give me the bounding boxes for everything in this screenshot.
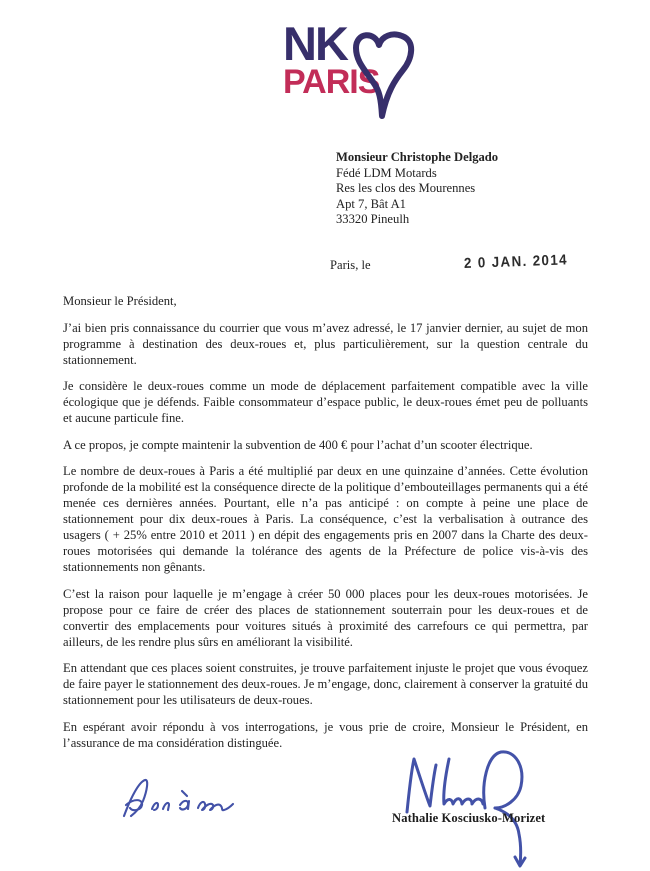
recipient-name: Monsieur Christophe Delgado — [336, 150, 499, 164]
dateline-place: Paris, le — [330, 258, 371, 272]
recipient-org: Fédé LDM Motards — [336, 165, 437, 180]
letter-paragraph: En espérant avoir répondu à vos interrogations, je vous prie de croire, Monsieur le Président, en l’assurance de ma considération distinguée. — [63, 719, 588, 750]
letter-body — [63, 293, 588, 761]
letter-paragraph: En attendant que ces places soient construites, je trouve parfaitement injuste le projet que vous évoquez de faire payer le stationnement des deux-roues. Je m’engage, donc, clairement à conserver la gratuité du stationnement pour les utilisateurs de deux-roues. — [63, 661, 588, 707]
letter-paragraph: C’est la raison pour laquelle je m’engage à créer 50 000 places pour les deux-roues motorisées. Je propose pour ce faire de créer des places de stationnement souterrain pour les deux-roues et de convertir des emplacements pour voitures situés à proximité des carrefours ce qui permettra, par ailleurs, de les rendre plus sûrs en améliorant la visibilité. — [63, 586, 588, 649]
salutation: Monsieur le Président, — [63, 294, 177, 308]
heart-outline-icon — [349, 24, 423, 124]
letter-paragraph: A ce propos, je compte maintenir la subvention de 400 € pour l’achat d’un scooter électrique. — [63, 437, 533, 452]
recipient-address-block — [336, 150, 498, 228]
date-stamp: 2 0 JAN. 2014 — [463, 252, 569, 272]
letter-paragraph: Le nombre de deux-roues à Paris a été multiplié par deux en une quinzaine d’années. Cette évolution profonde de la mobilité est la conséquence directe de la politique d’embouteillages permanents qui a été menée ces dernières années. Pourtant, elle n’a pas anticipé : on compte à peine une place de stationnement pour dix deux-roues à Paris. La conséquence, c’est la verbalisation à outrance des usagers ( + 25% entre 2010 et 2011 ) en dépit des engagements pris en 2007 dans la Charte des deux-roues motorisées qui demande la tolérance des agents de la Préfecture de police vis-à-vis des stationnements non gênants. — [63, 464, 588, 574]
handwritten-note-bien-a-vous — [118, 776, 243, 824]
nkm-paris-logo — [283, 17, 443, 126]
recipient-city: 33320 Pineulh — [336, 212, 410, 226]
recipient-street: Res les clos des Mourennes — [336, 181, 476, 195]
recipient-apt: Apt 7, Bât A1 — [336, 196, 406, 211]
letter-paragraph: Je considère le deux-roues comme un mode de déplacement parfaitement compatible avec la ville écologique que je défends. Faible consommateur d’espace public, le deux-roues émet peu de polluants et aucune particule fine. — [63, 379, 588, 425]
logo-text-nk: NK — [283, 17, 347, 70]
logo-text-paris: PARIS — [283, 63, 380, 101]
letter-paragraph: J’ai bien pris connaissance du courrier que vous m’avez adressé, le 17 janvier dernier, au sujet de mon programme à destination des deux-roues et, plus particulièrement, sur la question centrale du stationnement. — [63, 320, 588, 367]
signature-scribble — [393, 746, 555, 870]
signer-name: Nathalie Kosciusko-Morizet — [392, 811, 546, 825]
